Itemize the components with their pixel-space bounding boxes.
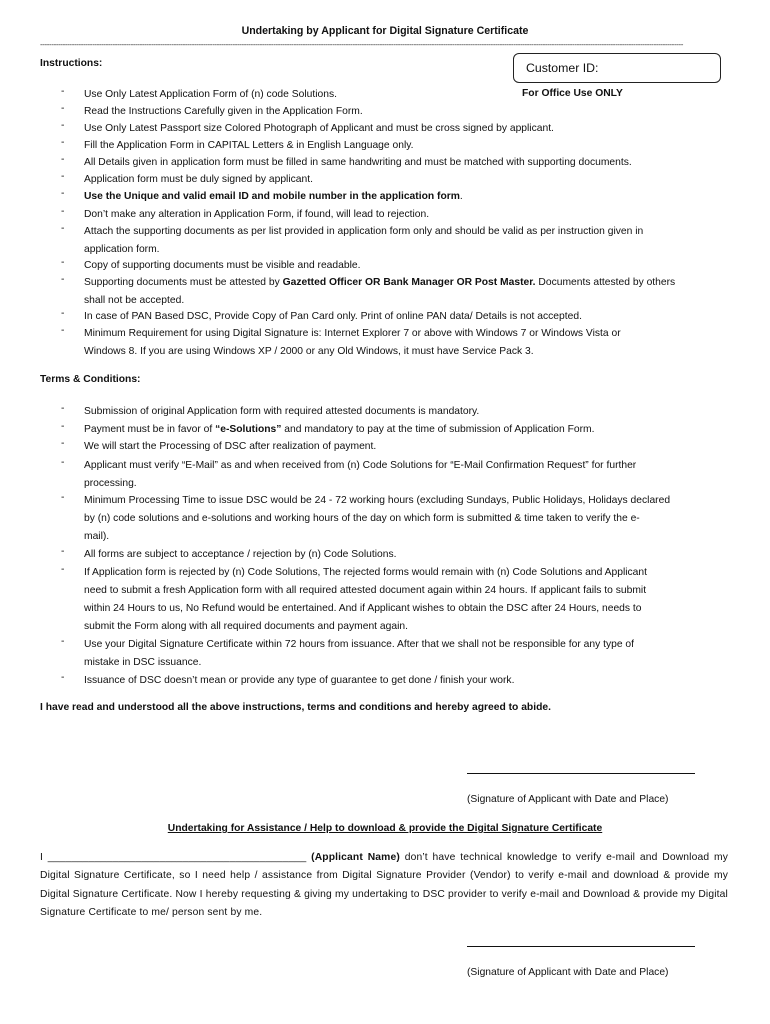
bullet-dash: - <box>61 546 65 557</box>
document-title: Undertaking by Applicant for Digital Signature Certificate <box>241 25 529 37</box>
item-line: Issuance of DSC doesn’t mean or provide any type of guarantee to get done / finish your work. <box>84 675 515 686</box>
instructions-item-text <box>84 103 730 121</box>
bullet-dash: - <box>61 457 65 468</box>
item-line: Use Only Latest Application Form of (n) code Solutions. <box>84 89 337 100</box>
instructions-heading: Instructions: <box>40 58 103 69</box>
item-line: Use your Digital Signature Certificate within 72 hours from issuance. After that we shall not be responsible for any type of <box>84 639 635 650</box>
instructions-item-text <box>84 86 730 104</box>
bullet-dash: - <box>61 564 65 575</box>
instructions-item-text <box>84 137 730 155</box>
instructions-item-text <box>84 154 730 172</box>
bullet-dash: - <box>61 672 65 683</box>
terms-item-text <box>84 636 730 672</box>
item-line: Submission of original Application form with required attested documents is mandatory. <box>84 406 480 417</box>
agreement-statement: I have read and understood all the above instructions, terms and conditions and hereby agreed to abide. <box>40 702 551 713</box>
bullet-dash: - <box>61 403 65 414</box>
item-text-bold: “e-Solutions” <box>215 424 282 435</box>
bullet-dash: - <box>61 103 65 114</box>
instructions-item-text <box>84 171 730 189</box>
item-line: In case of PAN Based DSC, Provide Copy of Pan Card only. Print of online PAN data/ Details is not accepted. <box>84 311 582 322</box>
instructions-item-text <box>84 308 730 326</box>
signature-caption-2: (Signature of Applicant with Date and Place) <box>467 967 669 978</box>
office-use-label: For Office Use ONLY <box>522 88 623 99</box>
item-line <box>84 188 730 206</box>
dashed-divider: -------------------------------------------------------------------------------------------------------------------------------------------------------------------------------------------------------------------------------------------------------------------------------------------- <box>40 40 683 49</box>
instructions-item-text <box>84 206 730 224</box>
instructions-item-text <box>84 274 730 310</box>
bullet-dash: - <box>61 223 65 234</box>
item-line: mail). <box>84 531 110 542</box>
customer-id-label: Customer ID: <box>526 61 599 75</box>
item-text-plain: Supporting documents must be attested by <box>84 277 283 288</box>
bullet-dash: - <box>61 154 65 165</box>
signature-line-1 <box>467 773 695 774</box>
item-line: Don’t make any alteration in Application Form, if found, will lead to rejection. <box>84 209 430 220</box>
bullet-dash: - <box>61 308 65 319</box>
terms-item-text <box>84 421 730 439</box>
item-line: within 24 Hours to us, No Refund would be entertained. And if Applicant wishes to obtain the DSC after 24 Hours, needs to <box>84 603 642 614</box>
bullet-dash: - <box>61 636 65 647</box>
assistance-title: Undertaking for Assistance / Help to download & provide the Digital Signature Certificate <box>167 823 603 834</box>
bullet-dash: - <box>61 171 65 182</box>
assistance-paragraph <box>40 849 728 922</box>
terms-item-text <box>84 403 730 421</box>
terms-item-text <box>84 564 730 636</box>
item-line: mistake in DSC issuance. <box>84 657 202 668</box>
instructions-item-text <box>84 223 730 259</box>
bullet-dash: - <box>61 274 65 285</box>
item-line: shall not be accepted. <box>84 295 185 306</box>
bullet-dash: - <box>61 188 65 199</box>
item-text-plain: . <box>459 191 463 202</box>
item-line: Use Only Latest Passport size Colored Photograph of Applicant and must be cross signed by applicant. <box>84 123 554 134</box>
item-line: Minimum Requirement for using Digital Signature is: Internet Explorer 7 or above with Windows 7 or Windows Vista or <box>84 328 621 339</box>
bullet-dash: - <box>61 492 65 503</box>
item-text-plain: Documents attested by others <box>535 277 676 288</box>
instructions-item-text <box>84 188 730 206</box>
item-line: We will start the Processing of DSC after realization of payment. <box>84 441 377 452</box>
terms-item-text <box>84 672 730 690</box>
signature-line-2 <box>467 946 695 947</box>
item-line: All forms are subject to acceptance / rejection by (n) Code Solutions. <box>84 549 397 560</box>
instructions-item-text <box>84 120 730 138</box>
item-line <box>84 274 730 292</box>
item-text-bold: Gazetted Officer OR Bank Manager OR Post Master. <box>282 277 536 288</box>
terms-item-text <box>84 457 730 493</box>
terms-item-text <box>84 492 730 546</box>
item-text-bold: Use the Unique and valid email ID and mobile number in the application form <box>84 191 460 202</box>
terms-item-text <box>84 438 730 456</box>
item-line: Minimum Processing Time to issue DSC would be 24 - 72 working hours (excluding Sundays, Public Holidays, Holidays declared <box>84 495 671 506</box>
item-line: submit the Form along with all required documents and payment again. <box>84 621 408 632</box>
customer-id-box <box>513 53 721 83</box>
bullet-dash: - <box>61 421 65 432</box>
item-line: Application form must be duly signed by applicant. <box>84 174 313 185</box>
bullet-dash: - <box>61 257 65 268</box>
bullet-dash: - <box>61 438 65 449</box>
terms-item-text <box>84 546 730 564</box>
item-line: All Details given in application form must be filled in same handwriting and must be matched with supporting documents. <box>84 157 632 168</box>
bullet-dash: - <box>61 120 65 131</box>
bullet-dash: - <box>61 206 65 217</box>
applicant-name-blank: I ____________________________________________ <box>40 852 307 863</box>
instructions-item-text <box>84 257 730 275</box>
bullet-dash: - <box>61 325 65 336</box>
item-line: need to submit a fresh Application form with all required attested document again within 24 hours. If applicant fails to submit <box>84 585 647 596</box>
item-line: Attach the supporting documents as per list provided in application form only and should be valid as per instruction given in <box>84 226 644 237</box>
item-line: processing. <box>84 478 137 489</box>
item-line: If Application form is rejected by (n) Code Solutions, The rejected forms would remain with (n) Code Solutions and Applicant <box>84 567 647 578</box>
item-line: by (n) code solutions and e-solutions and working hours of the day on which form is submitted & time taken to verify the e- <box>84 513 640 524</box>
assistance-body: don’t have technical knowledge to verify e-mail and Download my Digital Signature Certificate, so I need help / assistance from Digital Signature Provider (Vendor) to verify e-mail and download & provide my Digital Signature Certificate. Now I hereby requesting & giving my undertaking to DSC provider to verify e-mail and Download & provide my Digital Signature Certificate to me/ person sent by me. <box>40 852 729 918</box>
bullet-dash: - <box>61 137 65 148</box>
item-line: Applicant must verify “E-Mail” as and when received from (n) Code Solutions for “E-Mail Confirmation Request” for further <box>84 460 637 471</box>
item-text-plain: Payment must be in favor of <box>84 424 216 435</box>
instructions-item-text <box>84 325 730 361</box>
item-line: Read the Instructions Carefully given in the Application Form. <box>84 106 363 117</box>
item-line: Fill the Application Form in CAPITAL Letters & in English Language only. <box>84 140 414 151</box>
item-line: Copy of supporting documents must be visible and readable. <box>84 260 361 271</box>
applicant-name-label: (Applicant Name) <box>311 852 400 863</box>
signature-caption-1: (Signature of Applicant with Date and Place) <box>467 794 669 805</box>
item-line <box>84 421 730 439</box>
bullet-dash: - <box>61 86 65 97</box>
item-text-plain: and mandatory to pay at the time of submission of Application Form. <box>281 424 595 435</box>
item-line: Windows 8. If you are using Windows XP / 2000 or any Old Windows, it must have Service Pack 3. <box>84 346 534 357</box>
item-line: application form. <box>84 244 160 255</box>
terms-heading: Terms & Conditions: <box>40 374 141 385</box>
